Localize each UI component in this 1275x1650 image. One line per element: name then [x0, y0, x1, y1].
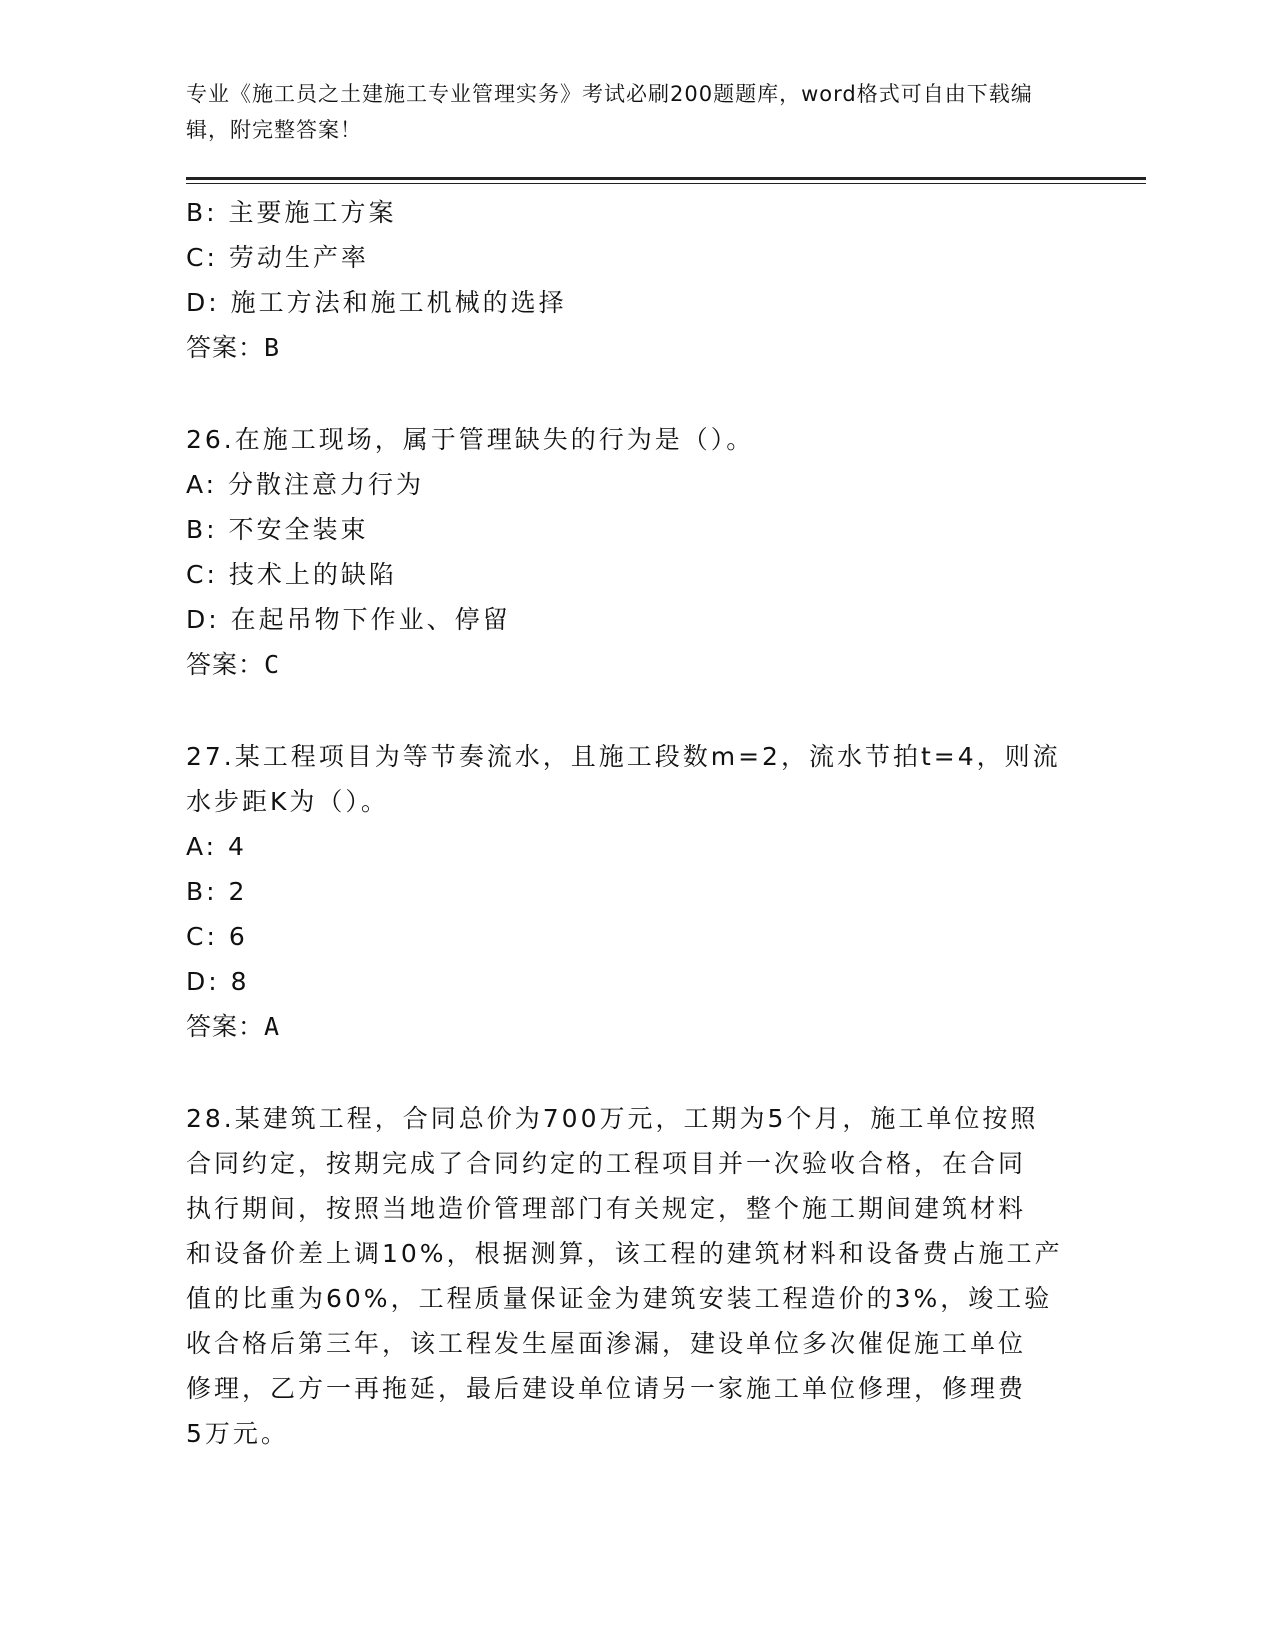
option-a: A: 4: [186, 832, 247, 861]
answer-line: 答案：C: [186, 650, 281, 679]
question-stem-line-5: 值的比重为60%，工程质量保证金为建筑安装工程造价的3%，竣工验: [186, 1284, 1053, 1313]
option-a: A: 分散注意力行为: [186, 470, 425, 499]
question-26: [186, 417, 1076, 687]
document-header: 专业《施工员之土建施工专业管理实务》考试必刷200题题库，word格式可自由下载编辑，附完整答案！: [186, 82, 1033, 142]
question-stem-line-2: 水步距K为（）。: [186, 787, 389, 816]
question-25-continued: [186, 190, 1076, 370]
question-28: [186, 1096, 1076, 1456]
option-b: B: 2: [186, 877, 248, 906]
answer-line: 答案：A: [186, 1012, 281, 1041]
question-stem-line-1: 28.某建筑工程，合同总价为700万元，工期为5个月，施工单位按照: [186, 1104, 1039, 1133]
option-c: C: 6: [186, 922, 248, 951]
question-stem-line-4: 和设备价差上调10%，根据测算，该工程的建筑材料和设备费占施工产: [186, 1239, 1063, 1268]
question-content: [186, 190, 1076, 1456]
option-c: C: 劳动生产率: [186, 243, 369, 272]
question-stem: 26.在施工现场，属于管理缺失的行为是（）。: [186, 425, 755, 454]
header-rule-thin: [186, 183, 1146, 184]
question-stem-line-1: 27.某工程项目为等节奏流水，且施工段数m=2，流水节拍t=4，则流: [186, 742, 1061, 771]
option-d: D: 施工方法和施工机械的选择: [186, 288, 567, 317]
header-rule-thick: [186, 177, 1146, 180]
option-d: D: 8: [186, 967, 250, 996]
question-stem-line-7: 修理，乙方一再拖延，最后建设单位请另一家施工单位修理，修理费: [186, 1374, 1027, 1403]
question-27: [186, 734, 1076, 1049]
option-b: B: 主要施工方案: [186, 198, 397, 227]
question-stem-line-3: 执行期间，按照当地造价管理部门有关规定，整个施工期间建筑材料: [186, 1194, 1027, 1223]
question-stem-line-2: 合同约定，按期完成了合同约定的工程项目并一次验收合格，在合同: [186, 1149, 1027, 1178]
option-d: D: 在起吊物下作业、停留: [186, 605, 511, 634]
answer-line: 答案：B: [186, 333, 281, 362]
option-c: C: 技术上的缺陷: [186, 560, 397, 589]
option-b: B: 不安全装束: [186, 515, 369, 544]
question-stem-line-6: 收合格后第三年，该工程发生屋面渗漏，建设单位多次催促施工单位: [186, 1329, 1027, 1358]
question-stem-line-8: 5万元。: [186, 1419, 289, 1448]
